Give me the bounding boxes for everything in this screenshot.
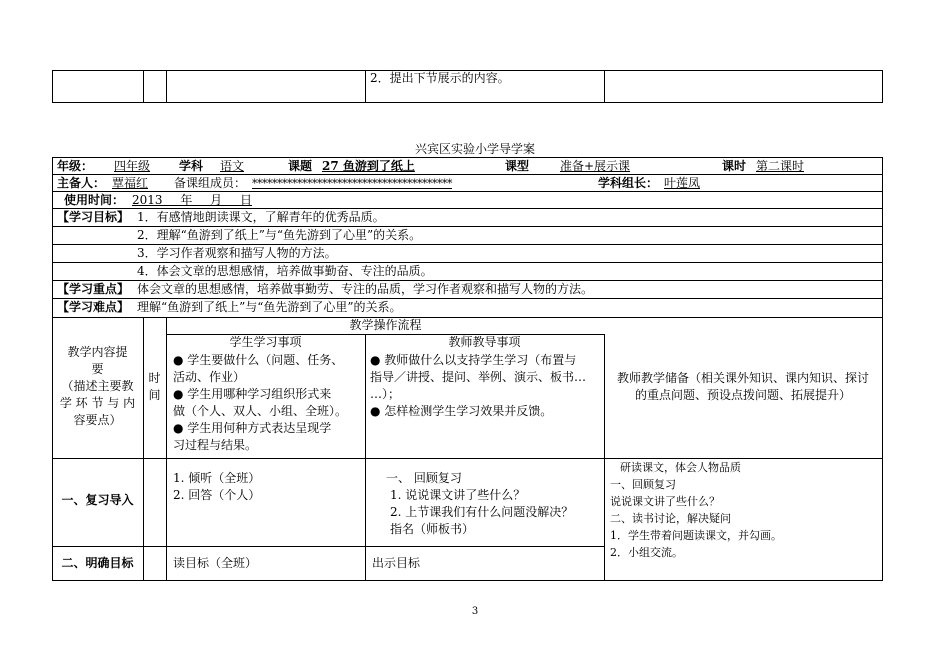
time-column-header	[143, 370, 166, 404]
cell-line: 2．小组交流。	[610, 546, 683, 559]
date-label: 使用时间：	[64, 193, 125, 207]
cell-line: 指名（师板书）	[390, 522, 475, 536]
desc-line: ● 学生用哪种学习组织形式来	[173, 387, 332, 401]
cell-line: 二、读书讨论，解决疑问	[610, 512, 731, 525]
grade-value: 四年级	[114, 159, 151, 173]
row-goal-teacher: 出示目标	[372, 556, 421, 570]
content-column-header	[52, 344, 143, 429]
header-line: 学 环 节 与 内	[59, 396, 136, 410]
cell-line: 2. 回答（个人）	[173, 488, 261, 502]
row-review-reserve	[610, 459, 782, 561]
desc-line: ● 怎样检测学生学习效果并反馈。	[370, 404, 553, 418]
topic-value: 27 鱼游到了纸上	[322, 159, 415, 173]
type-label: 课型	[505, 159, 530, 173]
goal-item: 1．有感情地朗读课文，了解青年的优秀品质。	[137, 210, 385, 224]
header-line: 教学内容提	[67, 345, 128, 359]
leader-value: 叶莲凤	[664, 176, 701, 190]
header-line: 间	[148, 388, 161, 402]
row-review-student	[173, 470, 260, 504]
header-line: （描述主要教	[61, 379, 134, 393]
desc-line: ● 学生用何种方式表达呈现学	[173, 421, 332, 435]
goal-item: 2．理解“鱼游到了纸上”与“鱼先游到了心里”的关系。	[137, 228, 422, 242]
topic-label: 课题	[288, 159, 313, 173]
desc-line: 指导／讲授、提问、举例、演示、板书…	[370, 370, 587, 384]
cell-line: 2. 上节课我们有什么问题没解决？	[390, 505, 574, 519]
teacher-column-desc	[370, 352, 586, 420]
header-line: 的重点问题、预设点拨问题、拓展提升）	[634, 388, 851, 402]
student-column-desc	[173, 352, 347, 454]
header-line: 容要点）	[73, 413, 122, 427]
page-title: 兴宾区实验小学导学案	[414, 142, 535, 156]
key-points-label: 【学习重点】	[57, 282, 130, 296]
header-line: 时	[148, 371, 161, 385]
row-goal-student: 读目标（全班）	[173, 556, 258, 570]
cell-line: 一、回顾复习	[610, 478, 676, 491]
key-points-text: 体会文章的思想感情，培养做事勤劳、专注的品质，学习作者观察和描写人物的方法。	[137, 282, 594, 296]
goal-item: 3．学习作者观察和描写人物的方法。	[137, 246, 337, 260]
cell-line: 一、 回顾复习	[386, 471, 462, 485]
members-value: ****************************************	[252, 177, 452, 190]
cell-line: 研读课文，体会人物品质	[620, 461, 741, 474]
row-review-teacher	[372, 470, 573, 538]
goal-item: 4．体会文章的思想感情，培养做事勤奋、专注的品质。	[137, 264, 433, 278]
difficulty-label: 【学习难点】	[57, 300, 130, 314]
subject-value: 语文	[220, 159, 245, 173]
row-goal-label: 二、明确目标	[61, 556, 134, 570]
desc-line: 习过程与结果。	[173, 438, 258, 452]
members-label: 备课组成员：	[174, 176, 247, 190]
row-review-label: 一、复习导入	[61, 493, 134, 507]
desc-line: ● 教师做什么以支持学生学习（布置与	[370, 353, 577, 367]
cell-line: 1. 说说课文讲了些什么？	[390, 488, 526, 502]
leader-label: 学科组长：	[598, 176, 659, 190]
flow-title: 教学操作流程	[349, 318, 422, 332]
cell-line: 1. 倾听（全班）	[173, 471, 261, 485]
difficulty-text: 理解“鱼游到了纸上”与“鱼先游到了心里”的关系。	[137, 300, 402, 314]
subject-label: 学科	[179, 159, 204, 173]
cell-line: 1．学生带着问题读课文，并勾画。	[610, 529, 782, 542]
top-table-item: 2．提出下节展示的内容。	[370, 71, 510, 85]
page-number: 3	[471, 606, 479, 617]
preparer-value: 覃福红	[112, 176, 149, 190]
reserve-column-header	[604, 370, 882, 404]
period-label: 课时	[722, 159, 747, 173]
desc-line: 活动、作业）	[173, 370, 246, 384]
type-value: 准备+展示课	[560, 159, 631, 173]
preparer-label: 主备人：	[57, 176, 106, 190]
teacher-column-title: 教师教导事项	[448, 335, 521, 349]
desc-line: ● 学生要做什么（问题、任务、	[173, 353, 344, 367]
cell-line: 说说课文讲了些什么？	[610, 495, 720, 508]
grade-label: 年级：	[57, 159, 94, 173]
goals-label: 【学习目标】	[57, 210, 130, 224]
date-value: 2013 年 月 日	[132, 193, 252, 207]
desc-line: …）；	[370, 387, 401, 401]
period-value: 第二课时	[756, 159, 805, 173]
header-line: 要	[91, 362, 104, 376]
desc-line: 做（个人、双人、小组、全班）。	[173, 404, 348, 418]
header-line: 教师教学储备（相关课外知识、课内知识、探讨	[616, 371, 869, 385]
student-column-title: 学生学习事项	[229, 335, 302, 349]
